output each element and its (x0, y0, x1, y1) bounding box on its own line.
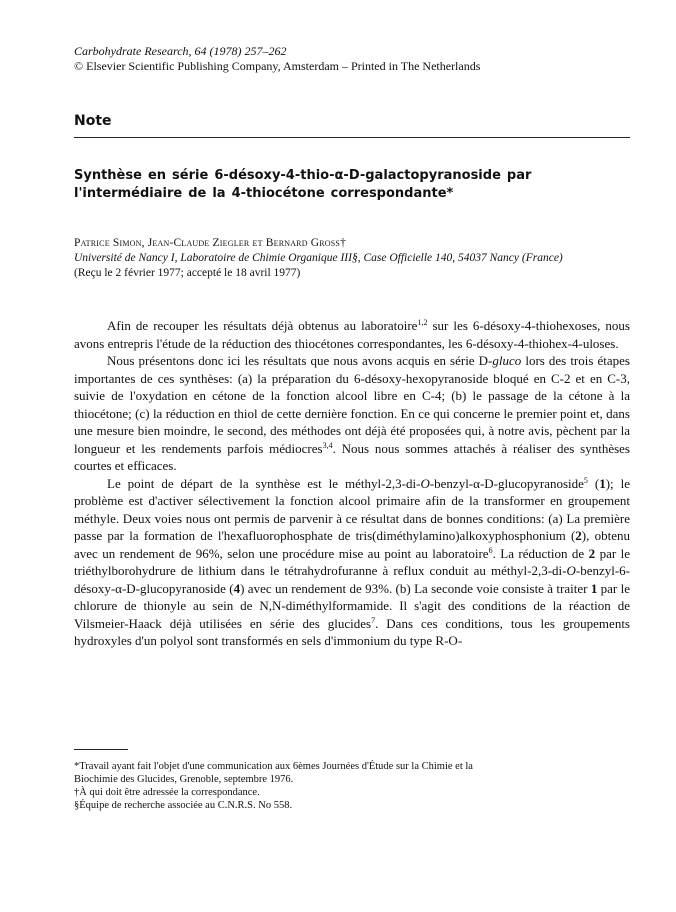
paragraph-3: Le point de départ de la synthèse est le méthyl-2,3-di-O-benzyl-α-D-glucopyranoside$^5$ (1); le problème est d'activer sélectivement la fonction alcool primaire afin de la transformer en groupement méthyle. Deux voies nous ont permis de parvenir à ce résultat dans de bonnes conditions: (a) La première passe par la formation de l'hexafluorophosphate de tris(diméthylamino)alkoxyphosphonium (2), obtenu avec un rendement de 96%, selon une procédure mise au point au laboratoire$^6$. La réduction de 2 par le triéthylborohydrure de lithium dans le tétrahydrofuranne à reflux conduit au méthyl-2,3-di-O-benzyl-6-désoxy-α-D-glucopyranoside (4) avec un rendement de 93%. (b) La seconde voie consiste à traiter 1 par le chlorure de thionyle au sein de N,N-diméthylformamide. Il s'agit des conditions de la réaction de Vilsmeier-Haack déjà utilisées en série des glucides$^7$. Dans ces conditions, tous les groupements hydroxyles d'un polyol sont transformés en sels d'immonium du type R-O- (74, 475, 630, 648)
citation-ref: 5 (583, 475, 588, 485)
footnote-rule (74, 749, 128, 750)
footnote: *Travail ayant fait l'objet d'une communication aux 6èmes Journées d'Étude sur la Chimie et la (74, 761, 473, 772)
compound-number: 2 (588, 545, 596, 561)
journal-header (74, 44, 634, 74)
compound-number: 1 (599, 475, 606, 491)
header-rule (74, 137, 630, 138)
footnote: §Équipe de recherche associée au C.N.R.S. No 558. (74, 800, 293, 811)
received-dates: (Reçu le 2 février 1977; accepté le 18 avril 1977) (74, 267, 301, 279)
compound-number: 4 (233, 580, 241, 596)
author-block (74, 236, 634, 281)
footnote: Biochimie des Glucides, Grenoble, septembre 1976. (74, 774, 294, 785)
journal-citation: Carbohydrate Research, 64 (1978) 257–262 (74, 44, 287, 58)
paragraph-1: Afin de recouper les résultats déjà obtenus au laboratoire$^{1,2}$ sur les 6-désoxy-4-thiohexoses, nous avons entrepris l'étude de la réduction des thiocétones correspondantes, les 6-désoxy-4-thiohex-4-uloses. (74, 318, 630, 351)
publisher-line: © Elsevier Scientific Publishing Company, Amsterdam – Printed in The Netherlands (74, 59, 481, 73)
footnote: †À qui doit être adressée la correspondance. (74, 787, 260, 798)
paragraph-2: Nous présentons donc ici les résultats que nous avons acquis en série D-gluco lors des trois étapes importantes de ces synthèses: (a) la préparation du 6-désoxy-hexopyranoside bloqué en C-2 et en C-3, suivie de l'oxydation en cétone de la fonction alcool libre en C-4; (b) le passage de la cétone à la thiocétone; (c) la réduction en thiol de cette dernière fonction. En ce qui concerne le premier point et, dans une mesure bien moindre, le second, des méthodes ont déjà été proposées qui, à notre avis, pèchent par la longueur et les rendements parfois médiocres$^{3,4}$. Nous nous sommes attachés à réaliser des synthèses courtes et efficaces. (74, 353, 630, 473)
compound-number: 1 (590, 580, 598, 596)
citation-ref: 7 (371, 615, 376, 625)
author-names: Patrice Simon, Jean-Claude Ziegler et Bernard Gross† (74, 237, 347, 249)
footnotes (74, 760, 630, 812)
section-label: Note (74, 113, 112, 129)
article-title: Synthèse en série 6-désoxy-4-thio-α-D-galactopyranoside par l'intermédiaire de la 4-thiocétone correspondante* (74, 168, 532, 201)
compound-number: 2 (575, 528, 582, 543)
citation-ref: 3,4 (322, 440, 333, 450)
article-body (74, 317, 630, 650)
author-affiliation: Université de Nancy I, Laboratoire de Chimie Organique III§, Case Officielle 140, 54037 Nancy (France) (74, 252, 563, 264)
citation-ref: 1,2 (417, 318, 428, 327)
citation-ref: 6 (488, 545, 493, 555)
